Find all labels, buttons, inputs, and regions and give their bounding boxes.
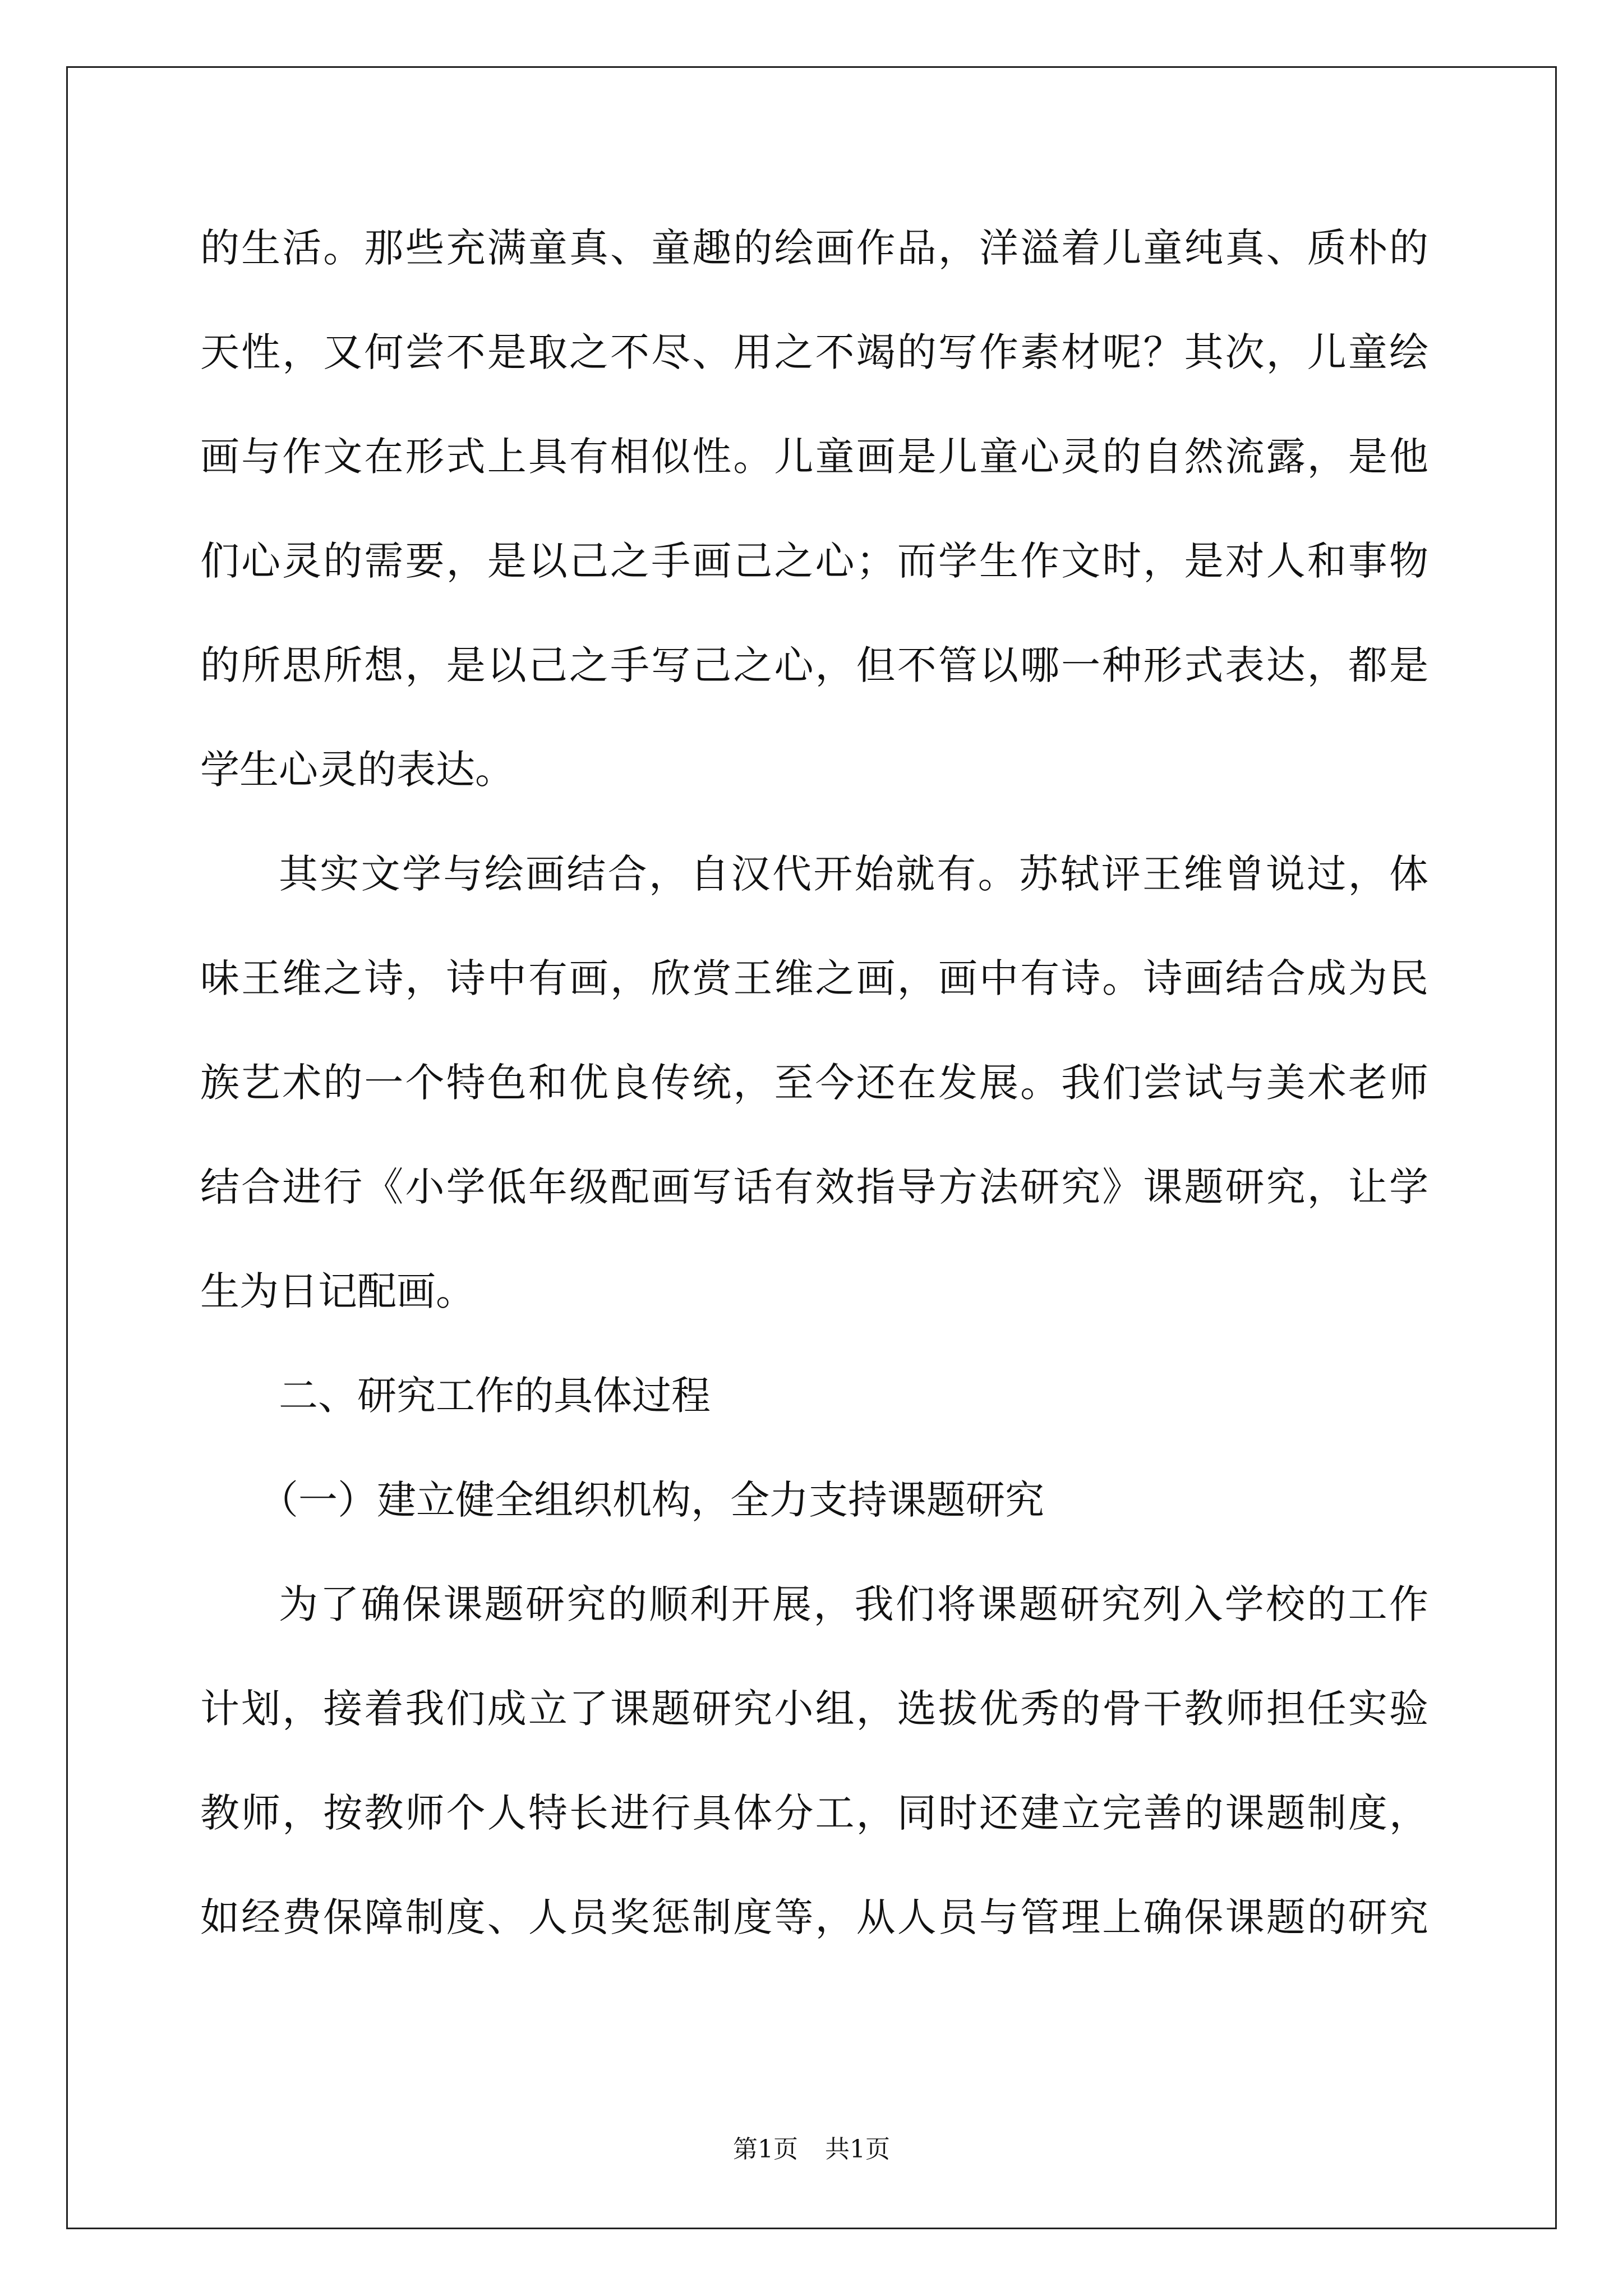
text-line: 味王维之诗，诗中有画，欣赏王维之画，画中有诗。诗画结合成为民 <box>200 955 1428 1001</box>
text-line: 的所思所想，是以己之手写己之心，但不管以哪一种形式表达，都是 <box>200 642 1428 688</box>
text-line: 学生心灵的表达。 <box>200 747 514 793</box>
text-line: 天性，又何尝不是取之不尽、用之不竭的写作素材呢？其次，儿童绘 <box>200 329 1428 375</box>
text-line: 的生活。那些充满童真、童趣的绘画作品，洋溢着儿童纯真、质朴的 <box>200 225 1428 271</box>
text-line: 结合进行《小学低年级配画写话有效指导方法研究》课题研究，让学 <box>200 1164 1428 1210</box>
text-line: 画与作文在形式上具有相似性。儿童画是儿童心灵的自然流露，是他 <box>200 434 1428 480</box>
text-line: 生为日记配画。 <box>200 1268 475 1314</box>
page-number: 第1页 <box>733 2135 798 2164</box>
text-line: 计划，接着我们成立了课题研究小组，选拔优秀的骨干教师担任实验 <box>200 1686 1428 1732</box>
text-line: 为了确保课题研究的顺利开展，我们将课题研究列入学校的工作 <box>279 1581 1428 1627</box>
page-footer <box>0 2129 1623 2165</box>
text-line: 如经费保障制度、人员奖惩制度等，从人员与管理上确保课题的研究 <box>200 1894 1428 1940</box>
text-line: 们心灵的需要，是以己之手画己之心；而学生作文时，是对人和事物 <box>200 538 1428 584</box>
text-line: 族艺术的一个特色和优良传统，至今还在发展。我们尝试与美术老师 <box>200 1060 1428 1106</box>
document-body <box>200 214 1428 1988</box>
section-heading: 二、研究工作的具体过程 <box>279 1373 711 1419</box>
text-line: 其实文学与绘画结合，自汉代开始就有。苏轼评王维曾说过，体 <box>279 851 1428 897</box>
total-pages: 共1页 <box>825 2135 890 2164</box>
text-line: 教师，按教师个人特长进行具体分工，同时还建立完善的课题制度， <box>200 1790 1428 1836</box>
subsection-heading: （一）建立健全组织机构，全力支持课题研究 <box>259 1477 1044 1523</box>
